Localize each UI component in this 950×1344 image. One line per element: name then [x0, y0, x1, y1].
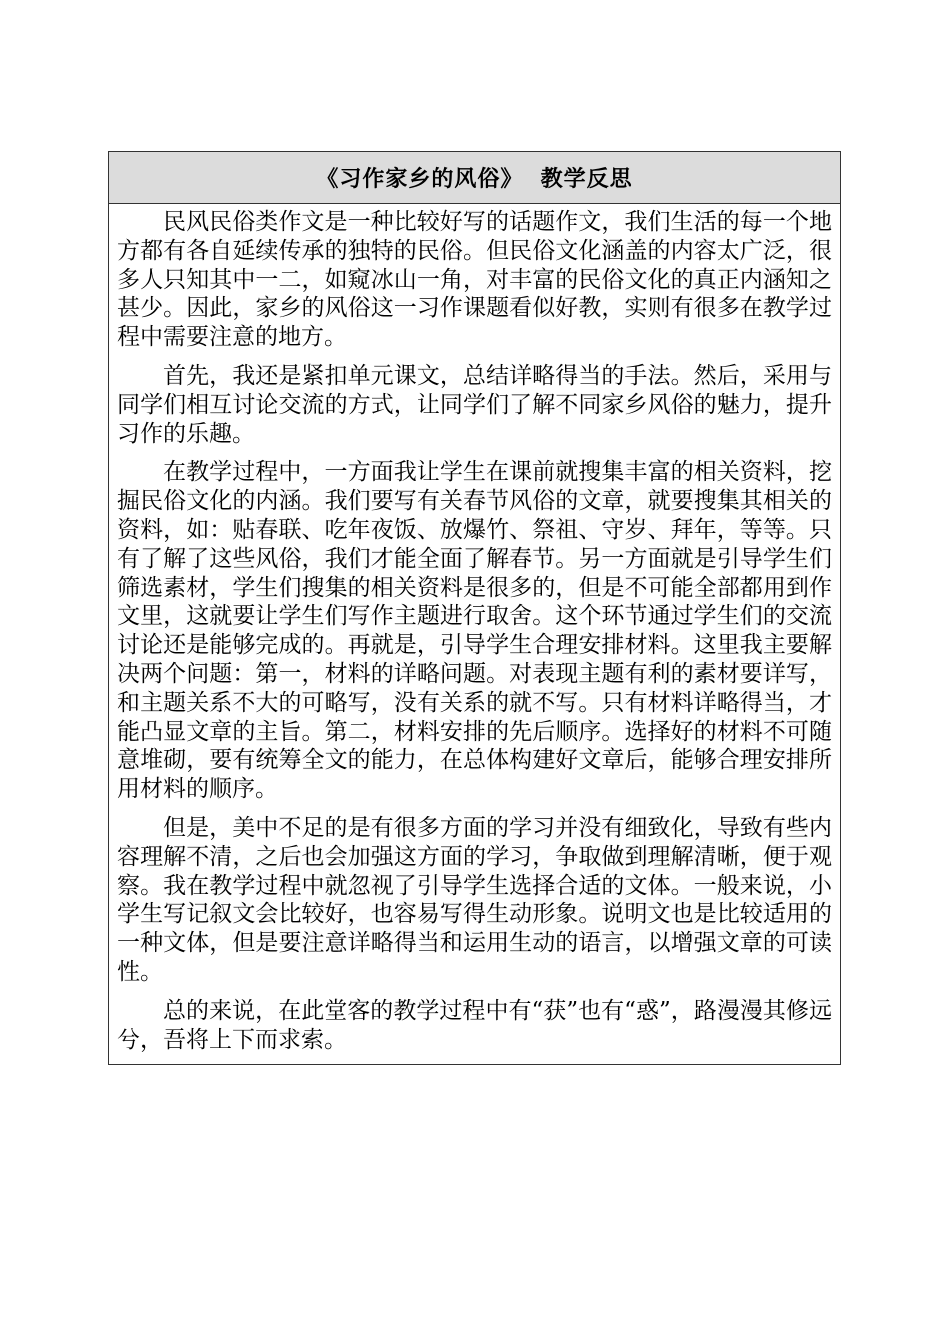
- table-header-row: [109, 152, 840, 204]
- paragraph-4: 但是，美中不足的是有很多方面的学习并没有细致化，导致有些内容理解不清，之后也会加强这方面的学习，争取做到理解清晰，便于观察。我在教学过程中就忽视了引导学生选择合适的文体。一般来说，小学生写记叙文会比较好，也容易写得生动形象。说明文也是比较适用的一种文体，但是要注意详略得当和运用生动的语言，以增强文章的可读性。: [117, 814, 832, 985]
- paragraph-5: 总的来说，在此堂客的教学过程中有“获”也有“惑”，路漫漫其修远兮，吾将上下而求索。: [117, 997, 832, 1053]
- table-body-cell: [109, 204, 840, 1064]
- paragraph-3: 在教学过程中，一方面我让学生在课前就搜集丰富的相关资料，挖掘民俗文化的内涵。我们要写有关春节风俗的文章，就要搜集其相关的资料，如：贴春联、吃年夜饭、放爆竹、祭祖、守岁、拜年，等等。只有了解了这些风俗，我们才能全面了解春节。另一方面就是引导学生们筛选素材，学生们搜集的相关资料是很多的，但是不可能全部都用到作文里，这就要让学生们写作主题进行取舍。这个环节通过学生们的交流讨论还是能够完成的。再就是，引导学生合理安排材料。这里我主要解决两个问题：第一，材料的详略问题。对表现主题有利的素材要详写，和主题关系不大的可略写，没有关系的就不写。只有材料详略得当，才能凸显文章的主旨。第二，材料安排的先后顺序。选择好的材料不可随意堆砌，要有统筹全文的能力，在总体构建好文章后，能够合理安排所用材料的顺序。: [117, 459, 832, 803]
- document-title: 《习作家乡的风俗》 教学反思: [316, 167, 633, 192]
- paragraph-1: 民风民俗类作文是一种比较好写的话题作文，我们生活的每一个地方都有各自延续传承的独特的民俗。但民俗文化涵盖的内容太广泛，很多人只知其中一二，如窥冰山一角，对丰富的民俗文化的真正内涵知之甚少。因此，家乡的风俗这一习作课题看似好教，实则有很多在教学过程中需要注意的地方。: [117, 209, 832, 351]
- paragraph-2: 首先，我还是紧扣单元课文，总结详略得当的手法。然后，采用与同学们相互讨论交流的方式，让同学们了解不同家乡风俗的魅力，提升习作的乐趣。: [117, 362, 832, 447]
- reflection-table: [108, 151, 841, 1065]
